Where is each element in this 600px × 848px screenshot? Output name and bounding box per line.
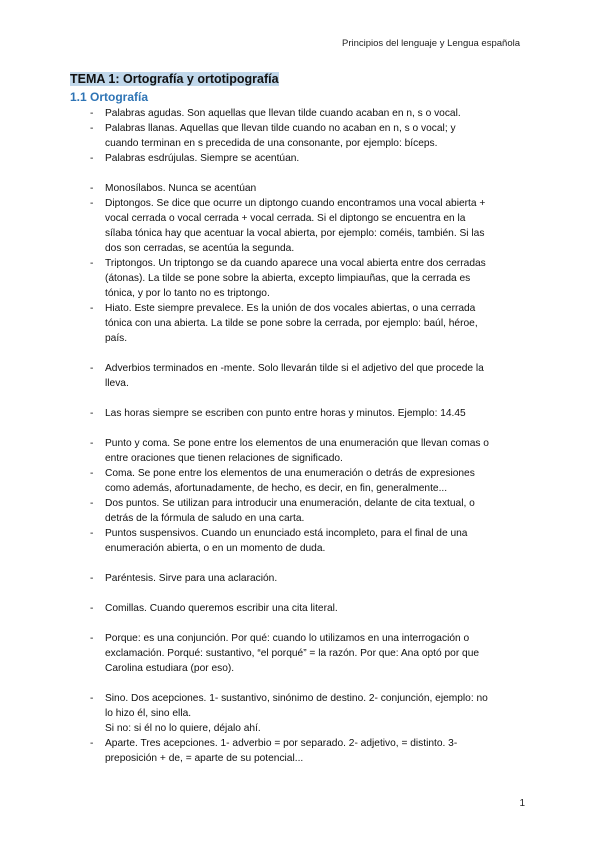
bullet-dash: - xyxy=(90,573,94,584)
list-item xyxy=(70,256,530,301)
blank-line xyxy=(70,586,530,601)
list-item xyxy=(70,496,530,526)
item-text-line: cuando terminan en s precedida de una consonante, por ejemplo: bíceps. xyxy=(105,138,438,149)
item-text-line: sílaba tónica hay que acentuar la vocal abierta, por ejemplo: coméis, también. Si las xyxy=(105,228,485,239)
topic-title xyxy=(70,71,530,87)
bullet-dash: - xyxy=(90,528,94,539)
list-item xyxy=(70,406,530,421)
item-text-line: Coma. Se pone entre los elementos de una enumeración o detrás de expresiones xyxy=(105,468,475,479)
bullet-dash: - xyxy=(90,603,94,614)
item-text-line: (átonas). La tilde se pone sobre la abierta, excepto limpiauñas, que la cerrada es xyxy=(105,273,471,284)
bullet-dash: - xyxy=(90,153,94,164)
bullet-dash: - xyxy=(90,693,94,704)
item-text-line: Monosílabos. Nunca se acentúan xyxy=(105,183,257,194)
list-item xyxy=(70,151,530,166)
item-text-line: Triptongos. Un triptongo se da cuando aparece una vocal abierta entre dos cerradas xyxy=(105,258,486,269)
blank-line xyxy=(70,676,530,691)
topic-title-text: TEMA 1: Ortografía y ortotipografía xyxy=(70,72,279,86)
list-item xyxy=(70,181,530,196)
item-text-line: exclamación. Porqué: sustantivo, “el porqué” = la razón. Por que: Ana optó por que xyxy=(105,648,480,659)
bullet-dash: - xyxy=(90,258,94,269)
item-text-line: lleva. xyxy=(105,378,129,389)
item-text-line: Porque: es una conjunción. Por qué: cuando lo utilizamos en una interrogación o xyxy=(105,633,470,644)
bullet-dash: - xyxy=(90,198,94,209)
blank-line xyxy=(70,421,530,436)
item-text-line: vocal cerrada o vocal cerrada + vocal cerrada. Si el diptongo se encuentra en la xyxy=(105,213,466,224)
bullet-dash: - xyxy=(90,498,94,509)
item-text-line: Dos puntos. Se utilizan para introducir una enumeración, delante de cita textual, o xyxy=(105,498,475,509)
list-item xyxy=(70,601,530,616)
list-item xyxy=(70,121,530,151)
item-text-line: Puntos suspensivos. Cuando un enunciado está incompleto, para el final de una xyxy=(105,528,468,539)
item-text-line: Hiato. Este siempre prevalece. Es la unión de dos vocales abiertas, o una cerrada xyxy=(105,303,476,314)
item-text-line: Carolina estudiara (por eso). xyxy=(105,663,235,674)
item-text-line: lo hizo él, sino ella. xyxy=(105,708,192,719)
bullet-dash: - xyxy=(90,438,94,449)
bullet-dash: - xyxy=(90,468,94,479)
item-text-line: dos son cerradas, se acentúa la segunda. xyxy=(105,243,295,254)
bullet-dash: - xyxy=(90,303,94,314)
list-item xyxy=(70,571,530,586)
bullet-dash: - xyxy=(90,108,94,119)
bullet-dash: - xyxy=(90,633,94,644)
list-item xyxy=(70,526,530,556)
item-text-line: Diptongos. Se dice que ocurre un diptongo cuando encontramos una vocal abierta + xyxy=(105,198,486,209)
bullet-dash: - xyxy=(90,738,94,749)
list-item xyxy=(70,301,530,346)
item-text-line: como además, afortunadamente, de hecho, es decir, en fin, generalmente... xyxy=(105,483,448,494)
item-text-line: Comillas. Cuando queremos escribir una cita literal. xyxy=(105,603,338,614)
list-item xyxy=(70,691,530,736)
list-item xyxy=(70,436,530,466)
item-text-line: Palabras agudas. Son aquellas que llevan tilde cuando acaban en n, s o vocal. xyxy=(105,108,461,119)
item-text-line: Paréntesis. Sirve para una aclaración. xyxy=(105,573,278,584)
blank-line xyxy=(70,346,530,361)
item-text-line: enumeración abierta, o en un momento de duda. xyxy=(105,543,326,554)
list-item xyxy=(70,466,530,496)
list-item xyxy=(70,106,530,121)
page-number: 1 xyxy=(519,798,525,809)
bullet-dash: - xyxy=(90,408,94,419)
item-text-line: Punto y coma. Se pone entre los elementos de una enumeración que llevan comas o xyxy=(105,438,489,449)
bullet-list xyxy=(70,106,530,766)
item-text-line: Las horas siempre se escriben con punto entre horas y minutos. Ejemplo: 14.45 xyxy=(105,408,466,419)
item-text-line: Si no: si él no lo quiere, déjalo ahí. xyxy=(105,723,261,734)
item-text-line: Aparte. Tres acepciones. 1- adverbio = por separado. 2- adjetivo, = distinto. 3- xyxy=(105,738,458,749)
list-item xyxy=(70,631,530,676)
bullet-dash: - xyxy=(90,123,94,134)
item-text-line: país. xyxy=(105,333,128,344)
item-text-line: Palabras llanas. Aquellas que llevan tilde cuando no acaban en n, s o vocal; y xyxy=(105,123,456,134)
item-text-line: Sino. Dos acepciones. 1- sustantivo, sinónimo de destino. 2- conjunción, ejemplo: no xyxy=(105,693,488,704)
blank-line xyxy=(70,616,530,631)
item-text-line: Adverbios terminados en -mente. Solo llevarán tilde si el adjetivo del que procede la xyxy=(105,363,484,374)
section-heading: 1.1 Ortografía xyxy=(70,90,149,104)
list-item xyxy=(70,736,530,766)
bullet-dash: - xyxy=(90,183,94,194)
item-text-line: Palabras esdrújulas. Siempre se acentúan. xyxy=(105,153,300,164)
blank-line xyxy=(70,166,530,181)
list-item xyxy=(70,361,530,391)
running-header: Principios del lenguaje y Lengua española xyxy=(342,38,520,49)
item-text-line: detrás de la fórmula de saludo en una carta. xyxy=(105,513,305,524)
list-item xyxy=(70,196,530,256)
blank-line xyxy=(70,391,530,406)
document-body xyxy=(70,71,530,766)
item-text-line: entre oraciones que tienen relaciones de significado. xyxy=(105,453,343,464)
bullet-dash: - xyxy=(90,363,94,374)
blank-line xyxy=(70,556,530,571)
item-text-line: tónica con una abierta. La tilde se pone sobre la cerrada, por ejemplo: baúl, héroe, xyxy=(105,318,478,329)
item-text-line: preposición + de, = aparte de su potencial... xyxy=(105,753,304,764)
item-text-line: tónica, y por lo tanto no es triptongo. xyxy=(105,288,270,299)
